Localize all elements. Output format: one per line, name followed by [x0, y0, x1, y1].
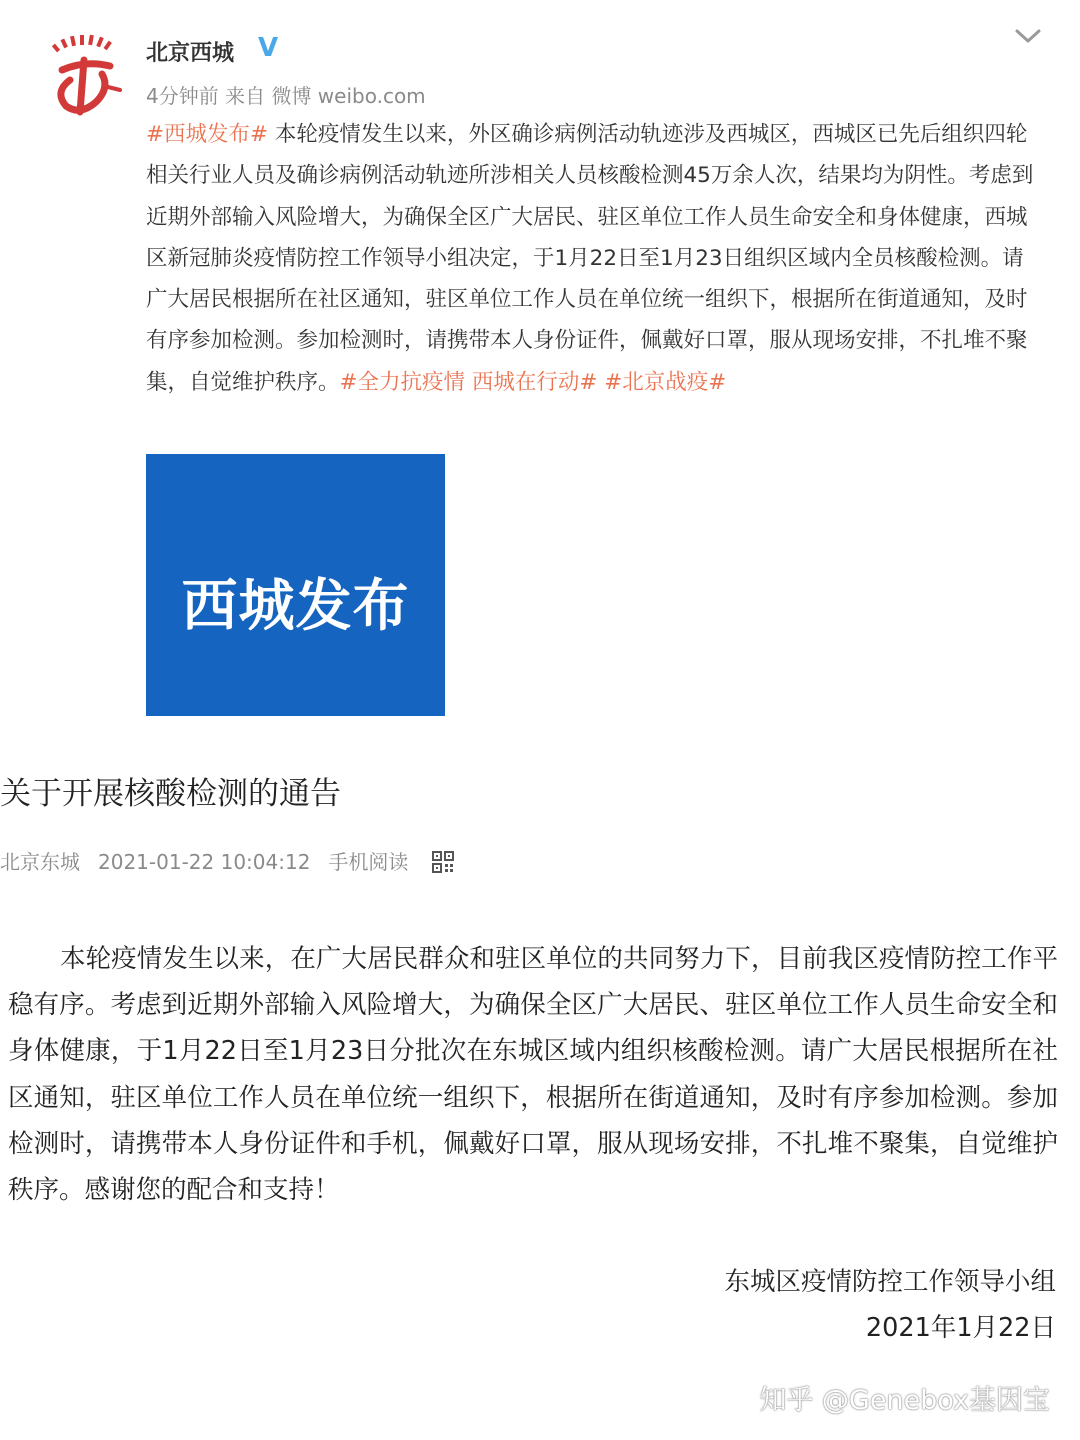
mobile-read-label: 手机阅读 — [328, 850, 409, 874]
notice-meta — [0, 846, 454, 875]
verified-badge-icon: V — [258, 33, 279, 63]
notice-datetime: 2021-01-22 10:04:12 — [98, 850, 311, 874]
post-image-text: 西城发布 — [181, 574, 410, 639]
signature-org: 东城区疫情防控工作领导小组 — [724, 1267, 1056, 1297]
notice-source: 北京东城 — [0, 850, 80, 874]
notice-body: 本轮疫情发生以来，在广大居民群众和驻区单位的共同努力下，目前我区疫情防控工作平稳有序。考虑到近期外部输入风险增大，为确保全区广大居民、驻区单位工作人员生命安全和身体健康，于1月22日至1月23日分批次在东城区域内组织核酸检测。请广大居民根据所在社区通知，驻区单位工作人员在单位统一组织下，根据所在街道通知，及时有序参加检测。参加检测时，请携带本人身份证件和手机，佩戴好口罩，服从现场安排，不扎堆不聚集，自觉维护秩序。感谢您的配合和支持！ — [8, 944, 1058, 1206]
post-meta: 4分钟前 来自 微博 weibo.com — [146, 84, 426, 108]
watermark: 知乎 @Genebox基因宝 — [759, 1385, 1050, 1416]
post-image[interactable] — [146, 454, 445, 716]
xicheng-logo-avatar[interactable] — [40, 30, 130, 120]
chevron-down-icon[interactable] — [1012, 24, 1044, 48]
notice-title: 关于开展核酸检测的通告 — [0, 776, 341, 812]
signature-date: 2021年1月22日 — [865, 1313, 1056, 1343]
post-body: 本轮疫情发生以来，外区确诊病例活动轨迹涉及西城区，西城区已先后组织四轮相关行业人员及确诊病例活动轨迹所涉相关人员核酸检测45万余人次，结果均为阴性。考虑到近期外部输入风险增大，为确保全区广大居民、驻区单位工作人员生命安全和身体健康，西城区新冠肺炎疫情防控工作领导小组决定，于1月22日至1月23日组织区域内全员核酸检测。请广大居民根据所在社区通知，驻区单位工作人员在单位统一组织下，根据所在街道通知，及时有序参加检测。参加检测时，请携带本人身份证件，佩戴好口罩，服从现场安排，不扎堆不聚集，自觉维护秩序。 — [146, 122, 1034, 395]
qr-code-icon[interactable] — [432, 851, 454, 873]
mobile-read-link[interactable] — [328, 850, 426, 874]
hashtag-link[interactable]: #西城发布# — [146, 122, 269, 147]
post-text — [146, 114, 1041, 403]
hashtag-link[interactable]: #全力抗疫情 西城在行动# #北京战疫# — [339, 369, 727, 395]
post-username[interactable]: 北京西城 — [146, 41, 235, 66]
